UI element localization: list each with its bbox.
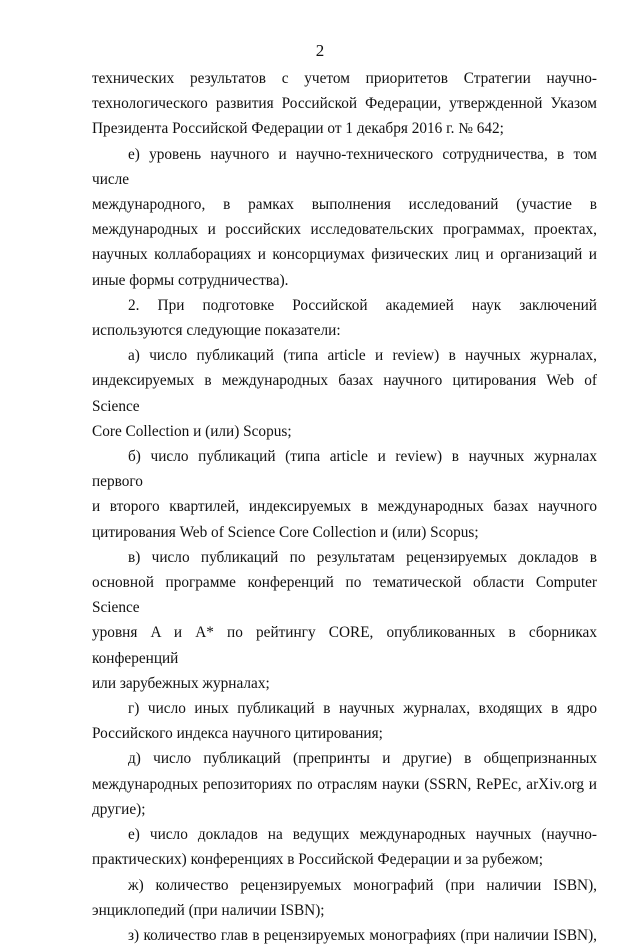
paragraph-item-a — [92, 343, 597, 444]
text-line: технических результатов с учетом приоритетов Стратегии научно- — [92, 70, 597, 87]
text-line: технологического развития Российской Федерации, утвержденной Указом — [92, 95, 597, 113]
paragraph-continuation — [92, 66, 597, 142]
paragraph-item-g — [92, 696, 597, 746]
text-line: международного, в рамках выполнения исследований (участие в — [92, 196, 597, 214]
text-line: г) число иных публикаций в научных журналах, входящих в ядро — [128, 700, 597, 718]
text-line: Президента Российской Федерации от 1 декабря 2016 г. № 642; — [92, 120, 504, 138]
text-line: Core Collection и (или) Scopus; — [92, 422, 292, 440]
text-line: индексируемых в международных базах научного цитирования Web of Science — [92, 372, 597, 415]
paragraph-item-z — [92, 923, 597, 948]
text-line: другие); — [92, 800, 146, 818]
text-line: д) число публикаций (препринты и другие) в общепризнанных — [128, 750, 597, 768]
text-line: з) количество глав в рецензируемых монографиях (при наличии ISBN), — [128, 926, 597, 944]
text-line: и второго квартилей, индексируемых в международных базах научного — [92, 498, 597, 516]
text-line: 2. При подготовке Российской академией наук заключений — [128, 296, 597, 314]
text-line: цитирования Web of Science Core Collection и (или) Scopus; — [92, 523, 479, 541]
paragraph-point-2 — [92, 293, 597, 343]
text-line: или зарубежных журналах; — [92, 674, 270, 692]
text-line: е) уровень научного и научно-технического сотрудничества, в том числе — [92, 145, 597, 188]
paragraph-item-v — [92, 545, 597, 696]
paragraph-item-e-conferences — [92, 822, 597, 872]
text-line: научных коллаборациях и консорциумах физических лиц и организаций и — [92, 246, 597, 264]
text-line: е) число докладов на ведущих международных научных (научно- — [128, 826, 597, 844]
text-line: иные формы сотрудничества). — [92, 271, 289, 289]
text-line: ж) количество рецензируемых монографий (при наличии ISBN), — [128, 876, 597, 894]
document-body — [92, 66, 597, 948]
text-line: международных репозиториях по отраслям науки (SSRN, RePEc, arXiv.org и — [92, 775, 597, 793]
text-line: Российского индекса научного цитирования; — [92, 725, 383, 743]
text-line: энциклопедий (при наличии ISBN); — [92, 901, 325, 919]
page-number: 2 — [315, 41, 325, 60]
paragraph-item-b — [92, 444, 597, 545]
text-line: основной программе конференций по тематической области Computer Science — [92, 574, 597, 617]
text-line: международных и российских исследовательских программах, проектах, — [92, 221, 597, 239]
paragraph-item-e-cooperation — [92, 142, 597, 293]
text-line: используются следующие показатели: — [92, 322, 341, 340]
text-line: в) число публикаций по результатам рецензируемых докладов в — [128, 548, 597, 566]
text-line: уровня A и A* по рейтингу CORE, опубликованных в сборниках конференций — [92, 624, 597, 667]
paragraph-item-d — [92, 746, 597, 822]
text-line: а) число публикаций (типа article и review) в научных журналах, — [128, 347, 597, 365]
text-line: практических) конференциях в Российской Федерации и за рубежом; — [92, 851, 543, 869]
text-line: б) число публикаций (типа article и review) в научных журналах первого — [92, 448, 597, 491]
paragraph-item-zh — [92, 873, 597, 923]
